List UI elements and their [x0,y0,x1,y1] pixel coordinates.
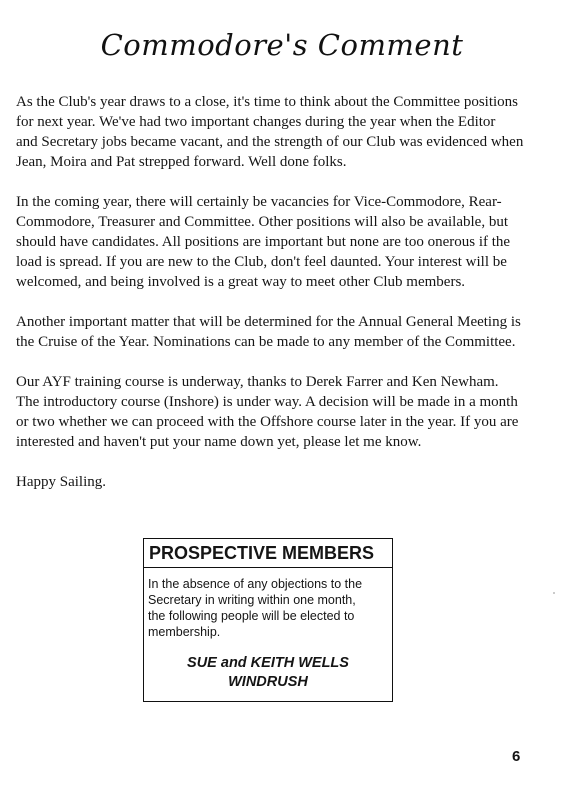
box-title: PROSPECTIVE MEMBERS [144,539,392,568]
text-line: for next year. We've had two important changes during the year when the Editor [16,114,496,130]
text-line: interested and haven't put your name down yet, please let me know. [16,434,422,450]
text-line: Commodore, Treasurer and Committee. Other positions will also be available, but [16,214,509,230]
text-line: the Cruise of the Year. Nominations can be made to any member of the Committee. [16,334,516,350]
box-text-line: the following people will be elected to [148,609,355,623]
boat-name: WINDRUSH [228,674,308,690]
box-text-line: Secretary in writing within one month, [148,593,356,607]
box-body [144,568,392,692]
member-name: SUE and KEITH WELLS [187,655,349,671]
text-line: As the Club's year draws to a close, it's time to think about the Committee positions [16,94,519,110]
text-line: Our AYF training course is underway, thanks to Derek Farrer and Ken Newham. [16,374,499,390]
text-line: The introductory course (Inshore) is under way. A decision will be made in a month [16,394,518,410]
box-text-line: In the absence of any objections to the [148,577,363,591]
text-line: should have candidates. All positions are important but none are too onerous if the [16,234,511,250]
text-line: Another important matter that will be determined for the Annual General Meeting is [16,314,521,330]
article-body [16,92,536,512]
text-line: In the coming year, there will certainly be vacancies for Vice-Commodore, Rear- [16,194,502,210]
text-line: Happy Sailing. [16,474,106,490]
paragraph-2 [16,192,536,292]
prospective-members-box [143,538,393,702]
paragraph-4 [16,372,536,452]
sign-off [16,472,536,492]
text-line: load is spread. If you are new to the Club, don't feel daunted. Your interest will be [16,254,507,270]
page-title: Commodore's Comment [100,28,464,62]
member-names [148,654,388,692]
text-line: and Secretary jobs became vacant, and the strength of our Club was evidenced when [16,134,524,150]
text-line: welcomed, and being involved is a great way to meet other Club members. [16,274,466,290]
text-line: Jean, Moira and Pat strepped forward. Well done folks. [16,154,347,170]
paragraph-1 [16,92,536,172]
scan-speck [553,592,555,594]
page-number: 6 [512,748,521,765]
text-line: or two whether we can proceed with the Offshore course later in the year. If you are [16,414,519,430]
paragraph-3 [16,312,536,352]
box-text-line: membership. [148,625,221,639]
